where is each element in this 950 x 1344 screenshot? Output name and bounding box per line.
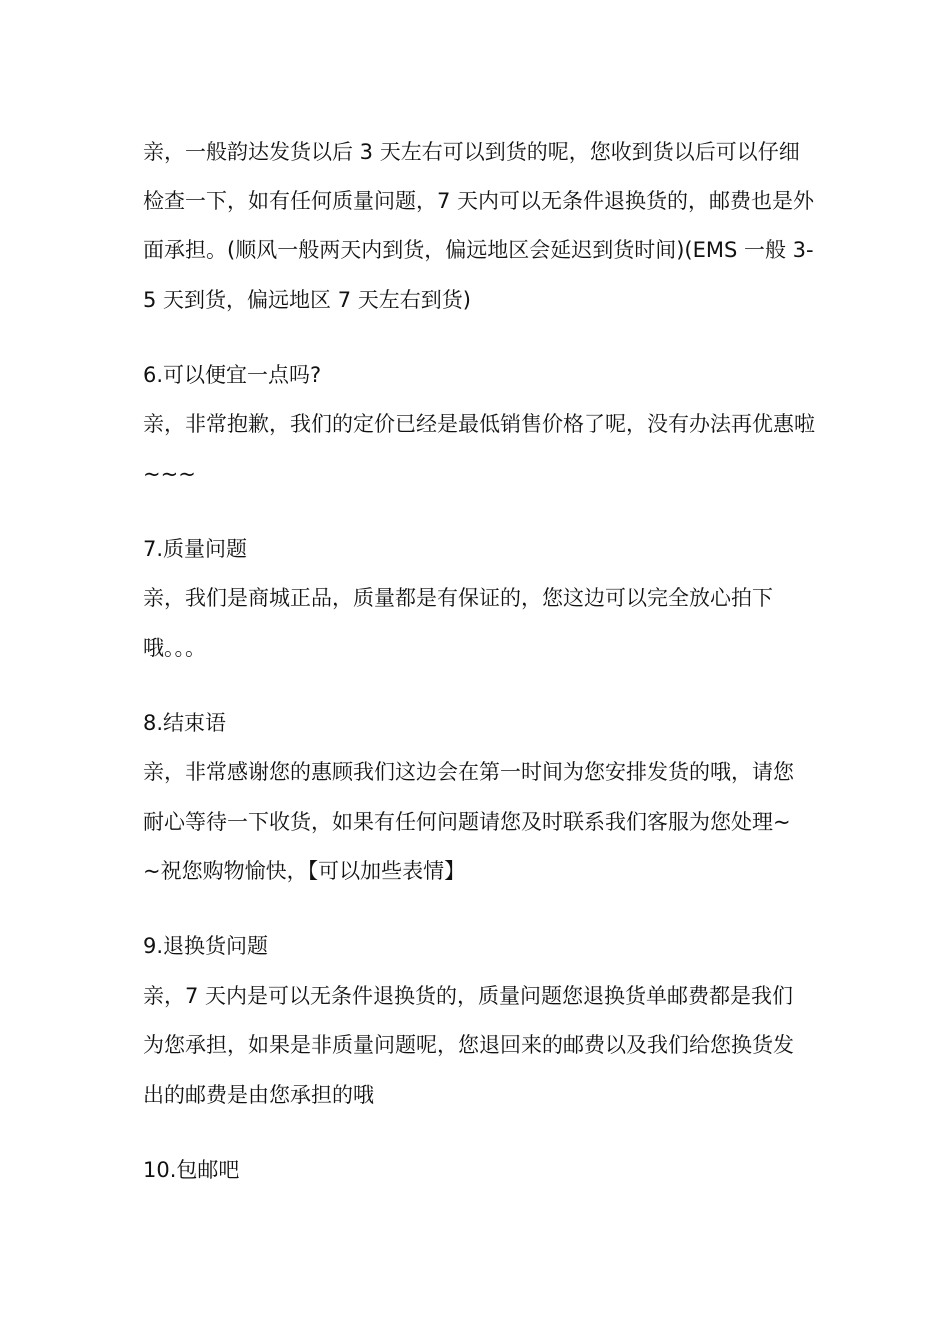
section-heading: 8.结束语 [143, 711, 227, 735]
text-line: 亲，我们是商城正品，质量都是有保证的，您这边可以完全放心拍下 [143, 586, 773, 610]
text-line: 亲，7 天内是可以无条件退换货的，质量问题您退换货单邮费都是我们 [143, 984, 794, 1008]
text-line: 为您承担，如果是非质量问题呢，您退回来的邮费以及我们给您换货发 [143, 1033, 794, 1057]
section-heading: 10.包邮吧 [143, 1158, 240, 1182]
text-line: ~~~ [143, 462, 196, 486]
text-line: 亲，非常感谢您的惠顾我们这边会在第一时间为您安排发货的哦，请您 [143, 760, 794, 784]
text-line: ~祝您购物愉快，【可以加些表情】 [143, 859, 466, 883]
text-line: 出的邮费是由您承担的哦 [143, 1083, 374, 1107]
section-heading: 6.可以便宜一点吗? [143, 363, 322, 387]
text-line: 5 天到货，偏远地区 7 天左右到货) [143, 288, 471, 312]
section-heading: 7.质量问题 [143, 537, 248, 561]
section-heading: 9.退换货问题 [143, 934, 269, 958]
text-line: 亲，非常抱歉，我们的定价已经是最低销售价格了呢，没有办法再优惠啦 [143, 412, 815, 436]
text-line: 面承担。(顺风一般两天内到货，偏远地区会延迟到货时间)(EMS 一般 3- [143, 238, 814, 262]
text-line: 耐心等待一下收货，如果有任何问题请您及时联系我们客服为您处理~ [143, 810, 791, 834]
text-line: 亲，一般韵达发货以后 3 天左右可以到货的呢，您收到货以后可以仔细 [143, 140, 800, 164]
text-line: 哦。。。 [143, 636, 206, 660]
text-line: 检查一下，如有任何质量问题，7 天内可以无条件退换货的，邮费也是外 [143, 189, 815, 213]
